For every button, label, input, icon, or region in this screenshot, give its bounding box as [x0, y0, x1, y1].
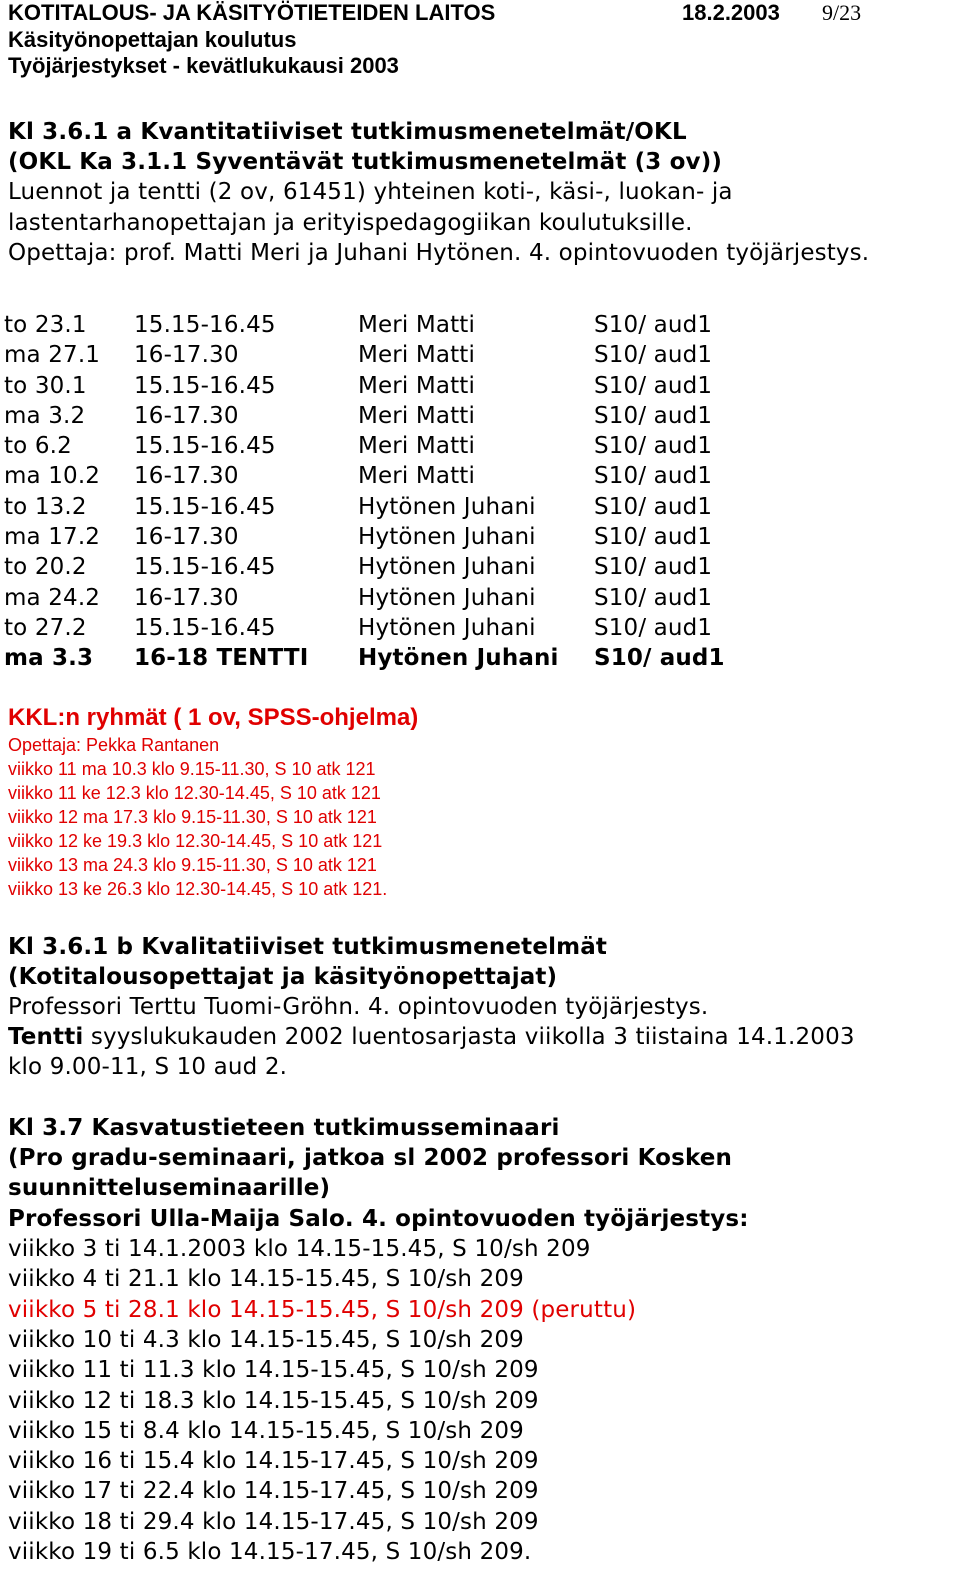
kkl-session: viikko 12 ke 19.3 klo 12.30-14.45, S 10 atk 121 — [8, 831, 383, 851]
seminar-session: viikko 12 ti 18.3 klo 14.15-15.45, S 10/sh 209 — [8, 1387, 539, 1414]
seminar-session: viikko 18 ti 29.4 klo 14.15-17.45, S 10/sh 209 — [8, 1508, 539, 1535]
schedule-time: 16-17.30 — [134, 342, 239, 369]
course-title: Kl 3.6.1 a Kvantitatiiviset tutkimusmenetelmät/OKL — [8, 119, 687, 145]
schedule-room: S10/ aud1 — [594, 402, 713, 429]
schedule-date: to 13.2 — [4, 493, 87, 520]
schedule-teacher: Hytönen Juhani — [358, 584, 536, 611]
schedule-date: ma 3.2 — [4, 402, 86, 429]
schedule-row — [4, 371, 764, 401]
course-title: Kl 3.6.1 b Kvalitatiiviset tutkimusmenetelmät — [8, 934, 608, 960]
schedule-room: S10/ aud1 — [594, 433, 713, 460]
schedule-room: S10/ aud1 — [594, 463, 713, 490]
course-teachers: Opettaja: prof. Matti Meri ja Juhani Hytönen. 4. opintovuoden työjärjestys. — [8, 240, 870, 266]
schedule-row — [4, 583, 764, 613]
schedule-time: 15.15-16.45 — [134, 493, 276, 520]
schedule-date: to 23.1 — [4, 312, 87, 338]
schedule-heading: Työjärjestykset - kevätlukukausi 2003 — [8, 53, 399, 78]
schedule-date: to 20.2 — [4, 554, 87, 581]
program-heading: Käsityönopettajan koulutus — [8, 27, 297, 52]
schedule-date: to 30.1 — [4, 372, 87, 399]
page-number: 9/23 — [822, 0, 862, 25]
course-professor: Professori Terttu Tuomi-Gröhn. 4. opintovuoden työjärjestys. — [8, 994, 709, 1020]
schedule-date: to 27.2 — [4, 614, 87, 641]
schedule-teacher: Meri Matti — [358, 372, 476, 399]
schedule-teacher: Meri Matti — [358, 312, 476, 338]
schedule-row — [4, 613, 764, 643]
kkl-session: viikko 11 ma 10.3 klo 9.15-11.30, S 10 atk 121 — [8, 759, 376, 779]
course-title: Kl 3.7 Kasvatustieteen tutkimusseminaari — [8, 1115, 560, 1141]
course-description: lastentarhanopettajan ja erityispedagogiikan koulutuksille. — [8, 210, 693, 236]
exam-details: syyslukukauden 2002 luentosarjasta viikolla 3 tiistaina 14.1.2003 — [83, 1024, 855, 1050]
schedule-time: 15.15-16.45 — [134, 614, 276, 641]
course-subtitle: (Kotitalousopettajat ja käsityönopettajat) — [8, 964, 558, 990]
schedule-room: S10/ aud1 — [594, 493, 713, 520]
document-date: 18.2.2003 — [682, 0, 780, 25]
course-subtitle: (OKL Ka 3.1.1 Syventävät tutkimusmenetelmät (3 ov)) — [8, 149, 723, 175]
schedule-row — [4, 431, 764, 461]
schedule-room: S10/ aud1 — [594, 524, 713, 551]
schedule-row — [4, 522, 764, 552]
schedule-time: 15.15-16.45 — [134, 372, 276, 399]
schedule-date: to 6.2 — [4, 433, 72, 460]
course-subtitle: suunnitteluseminaarille) — [8, 1175, 331, 1201]
schedule-room: S10/ aud1 — [594, 372, 713, 399]
schedule-date: ma 24.2 — [4, 584, 101, 611]
schedule-teacher: Meri Matti — [358, 402, 476, 429]
schedule-time: 16-17.30 — [134, 463, 239, 490]
exam-time: klo 9.00-11, S 10 aud 2. — [8, 1054, 288, 1080]
course-subtitle: (Pro gradu-seminaari, jatkoa sl 2002 professori Kosken — [8, 1145, 733, 1171]
seminar-session: viikko 10 ti 4.3 klo 14.15-15.45, S 10/sh 209 — [8, 1326, 524, 1353]
seminar-session: viikko 17 ti 22.4 klo 14.15-17.45, S 10/sh 209 — [8, 1478, 539, 1505]
schedule-time: 15.15-16.45 — [134, 554, 276, 581]
kkl-session: viikko 13 ke 26.3 klo 12.30-14.45, S 10 atk 121. — [8, 879, 388, 899]
schedule-row — [4, 461, 764, 491]
schedule-time: 15.15-16.45 — [134, 433, 276, 460]
schedule-row — [4, 643, 764, 673]
schedule-time: 15.15-16.45 — [134, 312, 276, 338]
schedule-date: ma 10.2 — [4, 463, 101, 490]
schedule-teacher: Hytönen Juhani — [358, 614, 536, 641]
seminar-session: viikko 19 ti 6.5 klo 14.15-17.45, S 10/sh 209. — [8, 1539, 532, 1565]
seminar-session: viikko 4 ti 21.1 klo 14.15-15.45, S 10/sh 209 — [8, 1266, 524, 1293]
department-heading: KOTITALOUS- JA KÄSITYÖTIETEIDEN LAITOS — [8, 0, 496, 25]
schedule-teacher: Meri Matti — [358, 342, 476, 369]
exam-label: Tentti — [8, 1024, 84, 1050]
schedule-date: ma 27.1 — [4, 342, 101, 369]
course-professor: Professori Ulla-Maija Salo. 4. opintovuoden työjärjestys: — [8, 1206, 749, 1232]
schedule-row — [4, 340, 764, 370]
schedule-room: S10/ aud1 — [594, 614, 713, 641]
schedule-room: S10/ aud1 — [594, 584, 713, 611]
schedule-teacher: Hytönen Juhani — [358, 645, 559, 672]
schedule-time: 16-17.30 — [134, 402, 239, 429]
schedule-room: S10/ aud1 — [594, 312, 713, 338]
schedule-room: S10/ aud1 — [594, 342, 713, 369]
schedule-teacher: Hytönen Juhani — [358, 554, 536, 581]
seminar-session: viikko 15 ti 8.4 klo 14.15-15.45, S 10/sh 209 — [8, 1417, 524, 1444]
schedule-date: ma 17.2 — [4, 524, 101, 551]
schedule-room: S10/ aud1 — [594, 554, 713, 581]
schedule-teacher: Meri Matti — [358, 433, 476, 460]
seminar-session: viikko 3 ti 14.1.2003 klo 14.15-15.45, S 10/sh 209 — [8, 1236, 591, 1262]
schedule-row — [4, 552, 764, 582]
schedule-teacher: Hytönen Juhani — [358, 493, 536, 520]
course-description: Luennot ja tentti (2 ov, 61451) yhteinen koti-, käsi-, luokan- ja — [8, 179, 733, 205]
exam-info — [8, 1022, 855, 1052]
kkl-teacher: Opettaja: Pekka Rantanen — [8, 735, 220, 755]
kkl-groups-heading: KKL:n ryhmät ( 1 ov, SPSS-ohjelma) — [8, 704, 419, 731]
schedule-row — [4, 492, 764, 522]
schedule-row — [4, 401, 764, 431]
schedule-time: 16-17.30 — [134, 584, 239, 611]
kkl-session: viikko 13 ma 24.3 klo 9.15-11.30, S 10 atk 121 — [8, 855, 377, 875]
seminar-session: viikko 16 ti 15.4 klo 14.15-17.45, S 10/sh 209 — [8, 1448, 539, 1475]
schedule-teacher: Meri Matti — [358, 463, 476, 490]
schedule-room: S10/ aud1 — [594, 645, 725, 672]
schedule-time: 16-18 TENTTI — [134, 645, 309, 672]
kkl-session: viikko 12 ma 17.3 klo 9.15-11.30, S 10 atk 121 — [8, 807, 377, 827]
seminar-session: viikko 5 ti 28.1 klo 14.15-15.45, S 10/sh 209 (peruttu) — [8, 1296, 637, 1323]
seminar-session: viikko 11 ti 11.3 klo 14.15-15.45, S 10/sh 209 — [8, 1357, 539, 1384]
schedule-row — [4, 310, 764, 340]
schedule-teacher: Hytönen Juhani — [358, 524, 536, 551]
lecture-schedule-table — [4, 310, 764, 674]
schedule-time: 16-17.30 — [134, 524, 239, 551]
schedule-date: ma 3.3 — [4, 645, 94, 672]
kkl-session: viikko 11 ke 12.3 klo 12.30-14.45, S 10 atk 121 — [8, 783, 381, 803]
